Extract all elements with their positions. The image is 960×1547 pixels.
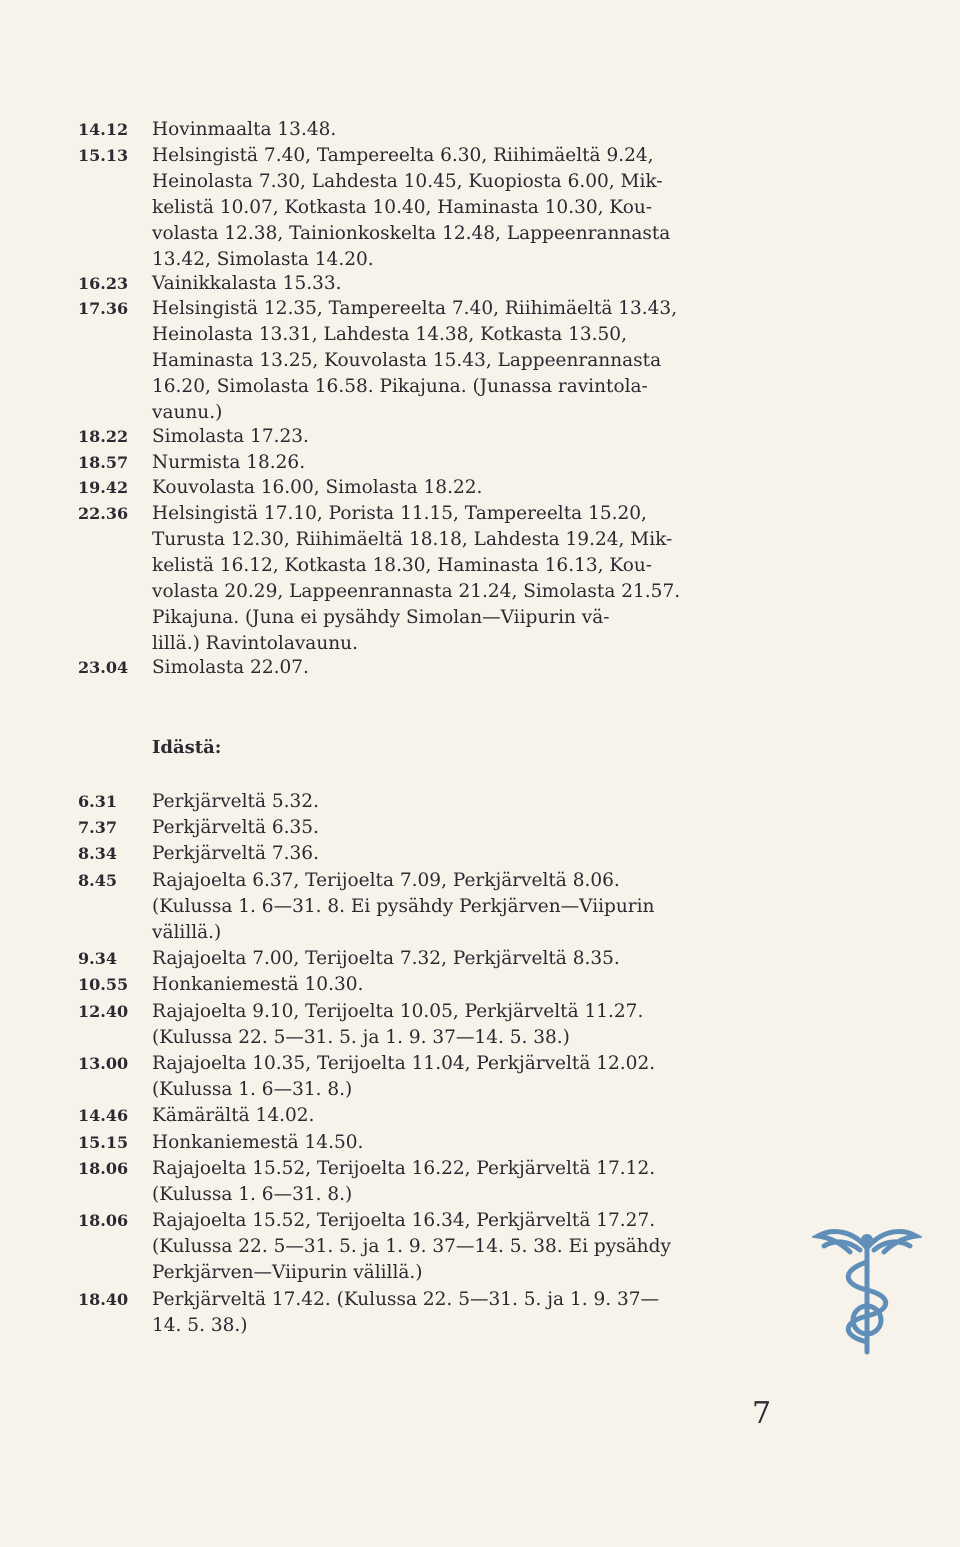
detail-line: Helsingistä 7.40, Tampereelta 6.30, Riihimäeltä 9.24, bbox=[152, 144, 654, 166]
detail-line: kelistä 10.07, Kotkasta 10.40, Haminasta 10.30, Kou- bbox=[152, 196, 653, 218]
arrival-time: 14.46 bbox=[78, 1106, 129, 1126]
connection-details bbox=[152, 841, 792, 867]
arrival-time: 12.40 bbox=[78, 1001, 129, 1021]
page-number: 7 bbox=[752, 1396, 772, 1431]
arrival-time: 15.15 bbox=[78, 1132, 129, 1152]
detail-line: Helsingistä 17.10, Porista 11.15, Tampereelta 15.20, bbox=[152, 503, 647, 524]
arrival-time: 8.34 bbox=[78, 844, 117, 864]
detail-line: Heinolasta 13.31, Lahdesta 14.38, Kotkasta 13.50, bbox=[152, 324, 627, 346]
connection-details bbox=[152, 972, 792, 998]
arrival-time: 9.34 bbox=[78, 949, 117, 969]
section-heading-idasta: Idästä: bbox=[152, 737, 222, 758]
detail-line: Perkjärveltä 17.42. (Kulussa 22. 5—31. 5. ja 1. 9. 37— bbox=[152, 1288, 660, 1310]
arrival-time: 22.36 bbox=[78, 504, 129, 523]
arrival-time: 18.06 bbox=[78, 1158, 129, 1178]
detail-line: (Kulussa 1. 6—31. 8.) bbox=[152, 1183, 353, 1205]
detail-line: Rajajoelta 10.35, Terijoelta 11.04, Perkjärveltä 12.02. bbox=[152, 1053, 656, 1074]
arrival-time: 10.55 bbox=[78, 975, 129, 995]
connection-details bbox=[152, 424, 792, 450]
detail-line: Turusta 12.30, Riihimäeltä 18.18, Lahdesta 19.24, Mik- bbox=[152, 529, 673, 550]
arrival-time: 8.45 bbox=[78, 870, 117, 890]
arrival-time: 13.00 bbox=[78, 1054, 129, 1073]
detail-line: Honkaniemestä 14.50. bbox=[152, 1131, 364, 1153]
arrival-time: 17.36 bbox=[78, 299, 129, 319]
arrival-time: 23.04 bbox=[78, 657, 129, 677]
connection-details bbox=[152, 117, 792, 143]
connection-details bbox=[152, 868, 792, 946]
detail-line: Pikajuna. (Juna ei pysähdy Simolan—Viipurin vä- bbox=[152, 607, 610, 628]
connection-details bbox=[152, 815, 792, 841]
arrival-time: 18.57 bbox=[78, 452, 129, 472]
detail-line: Helsingistä 12.35, Tampereelta 7.40, Riihimäeltä 13.43, bbox=[152, 298, 678, 320]
connection-details bbox=[152, 475, 792, 501]
connection-details bbox=[152, 143, 792, 273]
detail-line: volasta 20.29, Lappeenrannasta 21.24, Simolasta 21.57. bbox=[152, 581, 681, 602]
arrival-time: 18.06 bbox=[78, 1211, 129, 1231]
detail-line: Kämärältä 14.02. bbox=[152, 1105, 315, 1127]
connection-details bbox=[152, 501, 792, 657]
connection-details bbox=[152, 946, 792, 972]
connection-details bbox=[152, 1051, 792, 1103]
connection-details bbox=[152, 1156, 792, 1208]
detail-line: Perkjärveltä 6.35. bbox=[152, 817, 319, 839]
connection-details bbox=[152, 789, 792, 815]
arrival-time: 16.23 bbox=[78, 273, 129, 293]
arrival-time: 19.42 bbox=[78, 478, 129, 498]
detail-line: vaunu.) bbox=[152, 402, 223, 424]
detail-line: 14. 5. 38.) bbox=[152, 1314, 248, 1336]
detail-line: Hovinmaalta 13.48. bbox=[152, 119, 337, 140]
detail-line: Rajajoelta 15.52, Terijoelta 16.22, Perkjärveltä 17.12. bbox=[152, 1157, 656, 1179]
detail-line: Rajajoelta 9.10, Terijoelta 10.05, Perkjärveltä 11.27. bbox=[152, 1000, 644, 1022]
arrival-time: 6.31 bbox=[78, 792, 117, 811]
connection-details bbox=[152, 1103, 792, 1129]
detail-line: Kouvolasta 16.00, Simolasta 18.22. bbox=[152, 477, 483, 499]
connection-details bbox=[152, 1208, 792, 1286]
detail-line: Rajajoelta 6.37, Terijoelta 7.09, Perkjärveltä 8.06. bbox=[152, 869, 620, 891]
connection-details bbox=[152, 1130, 792, 1156]
detail-line: (Kulussa 1. 6—31. 8. Ei pysähdy Perkjärven—Viipurin bbox=[152, 895, 655, 917]
detail-line: lillä.) Ravintolavaunu. bbox=[152, 633, 358, 654]
detail-line: Honkaniemestä 10.30. bbox=[152, 974, 364, 996]
detail-line: 13.42, Simolasta 14.20. bbox=[152, 248, 374, 270]
detail-line: Heinolasta 7.30, Lahdesta 10.45, Kuopiosta 6.00, Mik- bbox=[152, 170, 663, 192]
detail-line: kelistä 16.12, Kotkasta 18.30, Haminasta 16.13, Kou- bbox=[152, 555, 653, 576]
connection-details bbox=[152, 271, 792, 297]
arrival-time: 7.37 bbox=[78, 818, 117, 838]
connection-details bbox=[152, 296, 792, 426]
detail-line: Perkjärveltä 5.32. bbox=[152, 791, 319, 812]
connection-details bbox=[152, 655, 792, 681]
detail-line: (Kulussa 22. 5—31. 5. ja 1. 9. 37—14. 5. 38.) bbox=[152, 1026, 570, 1048]
detail-line: Nurmista 18.26. bbox=[152, 451, 306, 473]
detail-line: Perkjärven—Viipurin välillä.) bbox=[152, 1262, 423, 1284]
connection-details bbox=[152, 999, 792, 1051]
detail-line: Simolasta 22.07. bbox=[152, 656, 309, 678]
arrival-time: 18.40 bbox=[78, 1289, 129, 1309]
detail-line: Haminasta 13.25, Kouvolasta 15.43, Lappeenrannasta bbox=[152, 350, 662, 372]
detail-line: volasta 12.38, Tainionkoskelta 12.48, Lappeenrannasta bbox=[152, 222, 671, 244]
detail-line: (Kulussa 1. 6—31. 8.) bbox=[152, 1079, 353, 1100]
detail-line: 16.20, Simolasta 16.58. Pikajuna. (Junassa ravintola- bbox=[152, 376, 648, 398]
arrival-time: 18.22 bbox=[78, 427, 129, 447]
arrival-time: 15.13 bbox=[78, 145, 129, 165]
detail-line: Rajajoelta 7.00, Terijoelta 7.32, Perkjärveltä 8.35. bbox=[152, 948, 620, 970]
detail-line: välillä.) bbox=[152, 921, 222, 943]
detail-line: Simolasta 17.23. bbox=[152, 426, 309, 448]
winged-caduceus-icon bbox=[812, 1220, 922, 1360]
connection-details bbox=[152, 450, 792, 476]
connection-details bbox=[152, 1287, 792, 1339]
arrival-time: 14.12 bbox=[78, 120, 129, 139]
detail-line: Rajajoelta 15.52, Terijoelta 16.34, Perkjärveltä 17.27. bbox=[152, 1210, 656, 1232]
detail-line: (Kulussa 22. 5—31. 5. ja 1. 9. 37—14. 5. 38. Ei pysähdy bbox=[152, 1236, 671, 1258]
detail-line: Vainikkalasta 15.33. bbox=[152, 272, 342, 294]
detail-line: Perkjärveltä 7.36. bbox=[152, 843, 319, 865]
